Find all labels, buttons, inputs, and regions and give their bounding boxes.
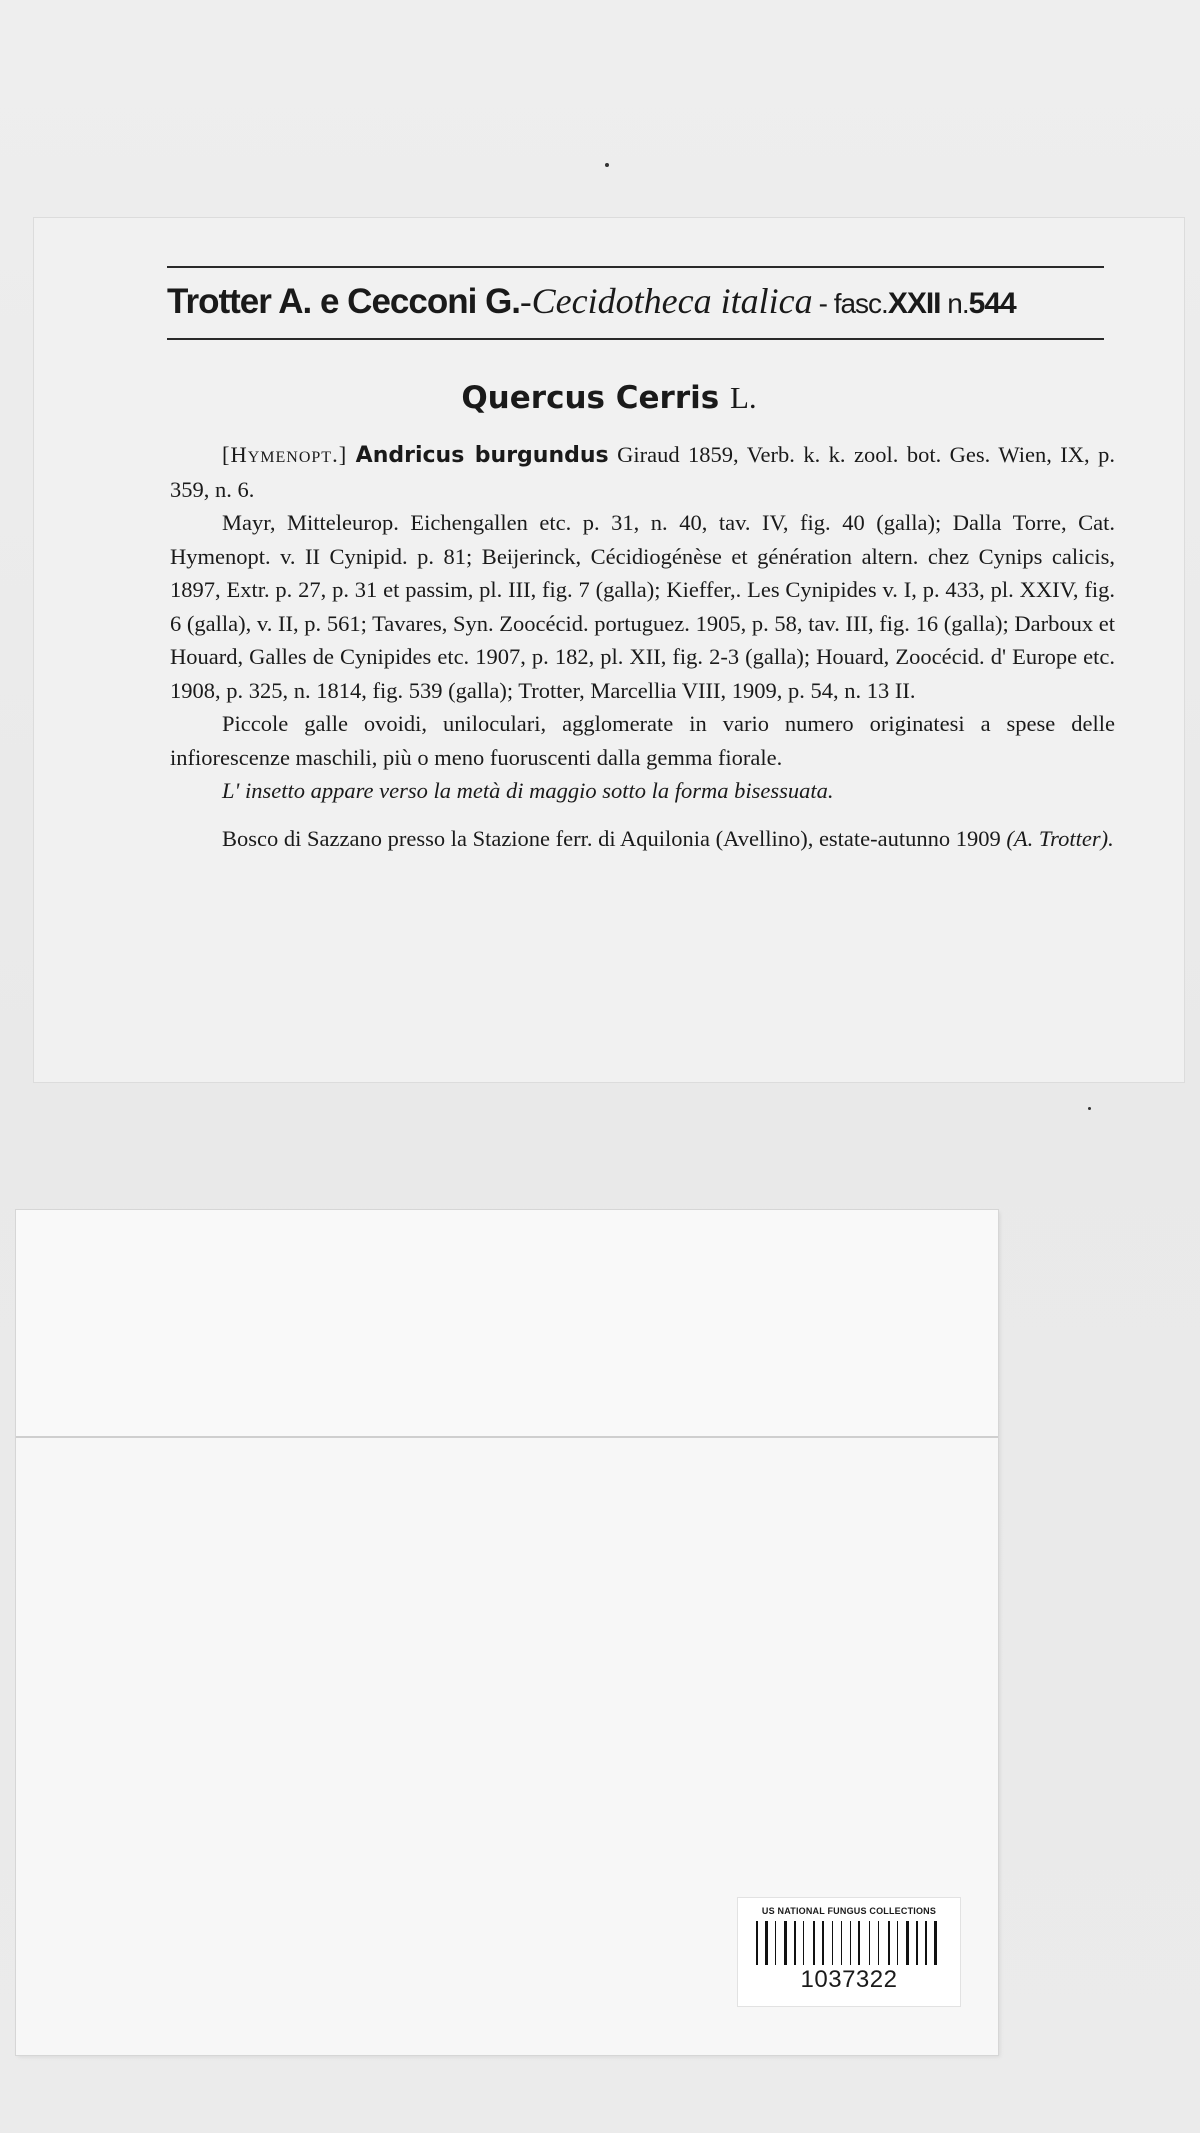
barcode-institution: US NATIONAL FUNGUS COLLECTIONS xyxy=(761,1906,937,1916)
barcode-stripe xyxy=(869,1921,870,1965)
header-rule-bottom xyxy=(167,338,1104,340)
barcode-stripe xyxy=(835,1921,838,1965)
dust-speck xyxy=(605,163,609,167)
barcode-stripe xyxy=(893,1921,894,1965)
barcode-stripe xyxy=(784,1921,787,1965)
barcode-stripe xyxy=(779,1921,781,1965)
barcode-stripe xyxy=(845,1921,847,1965)
barcode-stripe xyxy=(882,1921,885,1965)
barcode-stripe xyxy=(790,1921,791,1965)
barcode-stripe xyxy=(930,1921,931,1965)
barcode-label xyxy=(738,1898,960,2006)
header-authors: Trotter A. e Cecconi G. xyxy=(167,282,521,321)
paragraph-insect-note: L' insetto appare verso la metà di maggio sotto la forma bisessuata. xyxy=(222,778,834,803)
paragraph-gap xyxy=(170,808,1115,822)
barcode-stripe xyxy=(897,1921,898,1965)
barcode-stripe xyxy=(799,1921,800,1965)
specimen-label xyxy=(34,218,1184,1082)
barcode-stripe xyxy=(873,1921,875,1965)
barcode-stripe xyxy=(803,1921,804,1965)
barcode-stripe xyxy=(858,1921,860,1965)
order-tag: [Hymenopt.] xyxy=(222,442,348,467)
barcode-stripe xyxy=(807,1921,810,1965)
barcode-stripe xyxy=(934,1921,937,1965)
barcode-stripe xyxy=(863,1921,866,1965)
barcode-stripe xyxy=(775,1921,776,1965)
barcode-stripe xyxy=(756,1921,758,1965)
envelope-flap xyxy=(16,1210,998,1438)
fasc-prefix: - fasc. xyxy=(818,288,888,319)
barcode-stripe xyxy=(925,1921,927,1965)
barcode-stripe xyxy=(771,1921,772,1965)
barcode-stripe xyxy=(878,1921,879,1965)
host-plant xyxy=(34,380,1184,416)
barcode-stripe xyxy=(888,1921,890,1965)
barcode-stripe xyxy=(916,1921,918,1965)
locality-text: Bosco di Sazzano presso la Stazione ferr. di Aquilonia (Avellino), estate-autunno 1909 xyxy=(222,825,1007,851)
barcode-stripe xyxy=(921,1921,922,1965)
barcode-stripe xyxy=(794,1921,796,1965)
fasc-number: XXII xyxy=(887,287,941,320)
header-separator: - xyxy=(520,282,532,321)
header-fascicle xyxy=(819,287,1016,321)
species-citation: Giraud 1859, Verb. k. k. zool. bot. Ges. Wien, IX, p. 359, n. 6. xyxy=(170,442,1115,502)
paragraph-description: Piccole galle ovoidi, uniloculari, agglomerate in vario numero originatesi a spese delle infiorescenze maschili, più o meno fuoruscenti dalla gemma fiorale. xyxy=(170,711,1115,770)
host-plant-author: L. xyxy=(729,380,757,415)
barcode-stripe xyxy=(822,1921,824,1965)
paragraph-locality xyxy=(170,822,1115,856)
header-rule-top xyxy=(167,266,1104,268)
paragraph-species xyxy=(170,438,1115,506)
barcode-bars xyxy=(756,1921,942,1965)
barcode-stripe xyxy=(940,1921,942,1965)
barcode-stripe xyxy=(818,1921,819,1965)
label-header xyxy=(167,280,1104,330)
barcode-number: 1037322 xyxy=(800,1966,898,1993)
dust-speck xyxy=(1088,1107,1091,1110)
barcode-stripe xyxy=(912,1921,913,1965)
barcode-stripe xyxy=(832,1921,833,1965)
barcode-stripe xyxy=(827,1921,829,1965)
header-series-title: Cecidotheca italica xyxy=(531,281,813,321)
barcode-stripe xyxy=(813,1921,815,1965)
barcode-stripe xyxy=(765,1921,768,1965)
gall-species: Andricus burgundus xyxy=(355,443,609,468)
paragraph-references: Mayr, Mitteleurop. Eichengallen etc. p. 31, n. 40, tav. IV, fig. 40 (galla); Dalla Torre, Cat. Hymenopt. v. II Cynipid. p. 81; Beijerinck, Cécidiogénèse et génération altern. chez Cynips calicis, 1897, Extr. p. 27, p. 31 et passim, pl. III, fig. 7 (galla); Kieffer,. Les Cynipides v. I, p. 433, pl. XXIV, fig. 6 (galla), v. II, p. 561; Tavares, Syn. Zoocécid. portuguez. 1905, p. 58, tav. III, fig. 16 (galla); Darboux et Houard, Galles de Cynipides etc. 1907, p. 182, pl. XII, fig. 2-3 (galla); Houard, Zoocécid. d' Europe etc. 1908, p. 325, n. 1814, fig. 539 (galla); Trotter, Marcellia VIII, 1909, p. 54, n. 13 II. xyxy=(170,510,1115,703)
n-prefix: n. xyxy=(940,288,969,319)
barcode-stripe xyxy=(854,1921,855,1965)
barcode-stripe xyxy=(841,1921,842,1965)
collector: (A. Trotter). xyxy=(1006,825,1114,851)
barcode-stripe xyxy=(850,1921,851,1965)
barcode-stripe xyxy=(901,1921,903,1965)
barcode-stripe xyxy=(906,1921,909,1965)
label-body xyxy=(170,438,1115,855)
barcode-stripe xyxy=(761,1921,762,1965)
n-number: 544 xyxy=(968,287,1016,320)
host-plant-name: Quercus Cerris xyxy=(461,380,720,416)
